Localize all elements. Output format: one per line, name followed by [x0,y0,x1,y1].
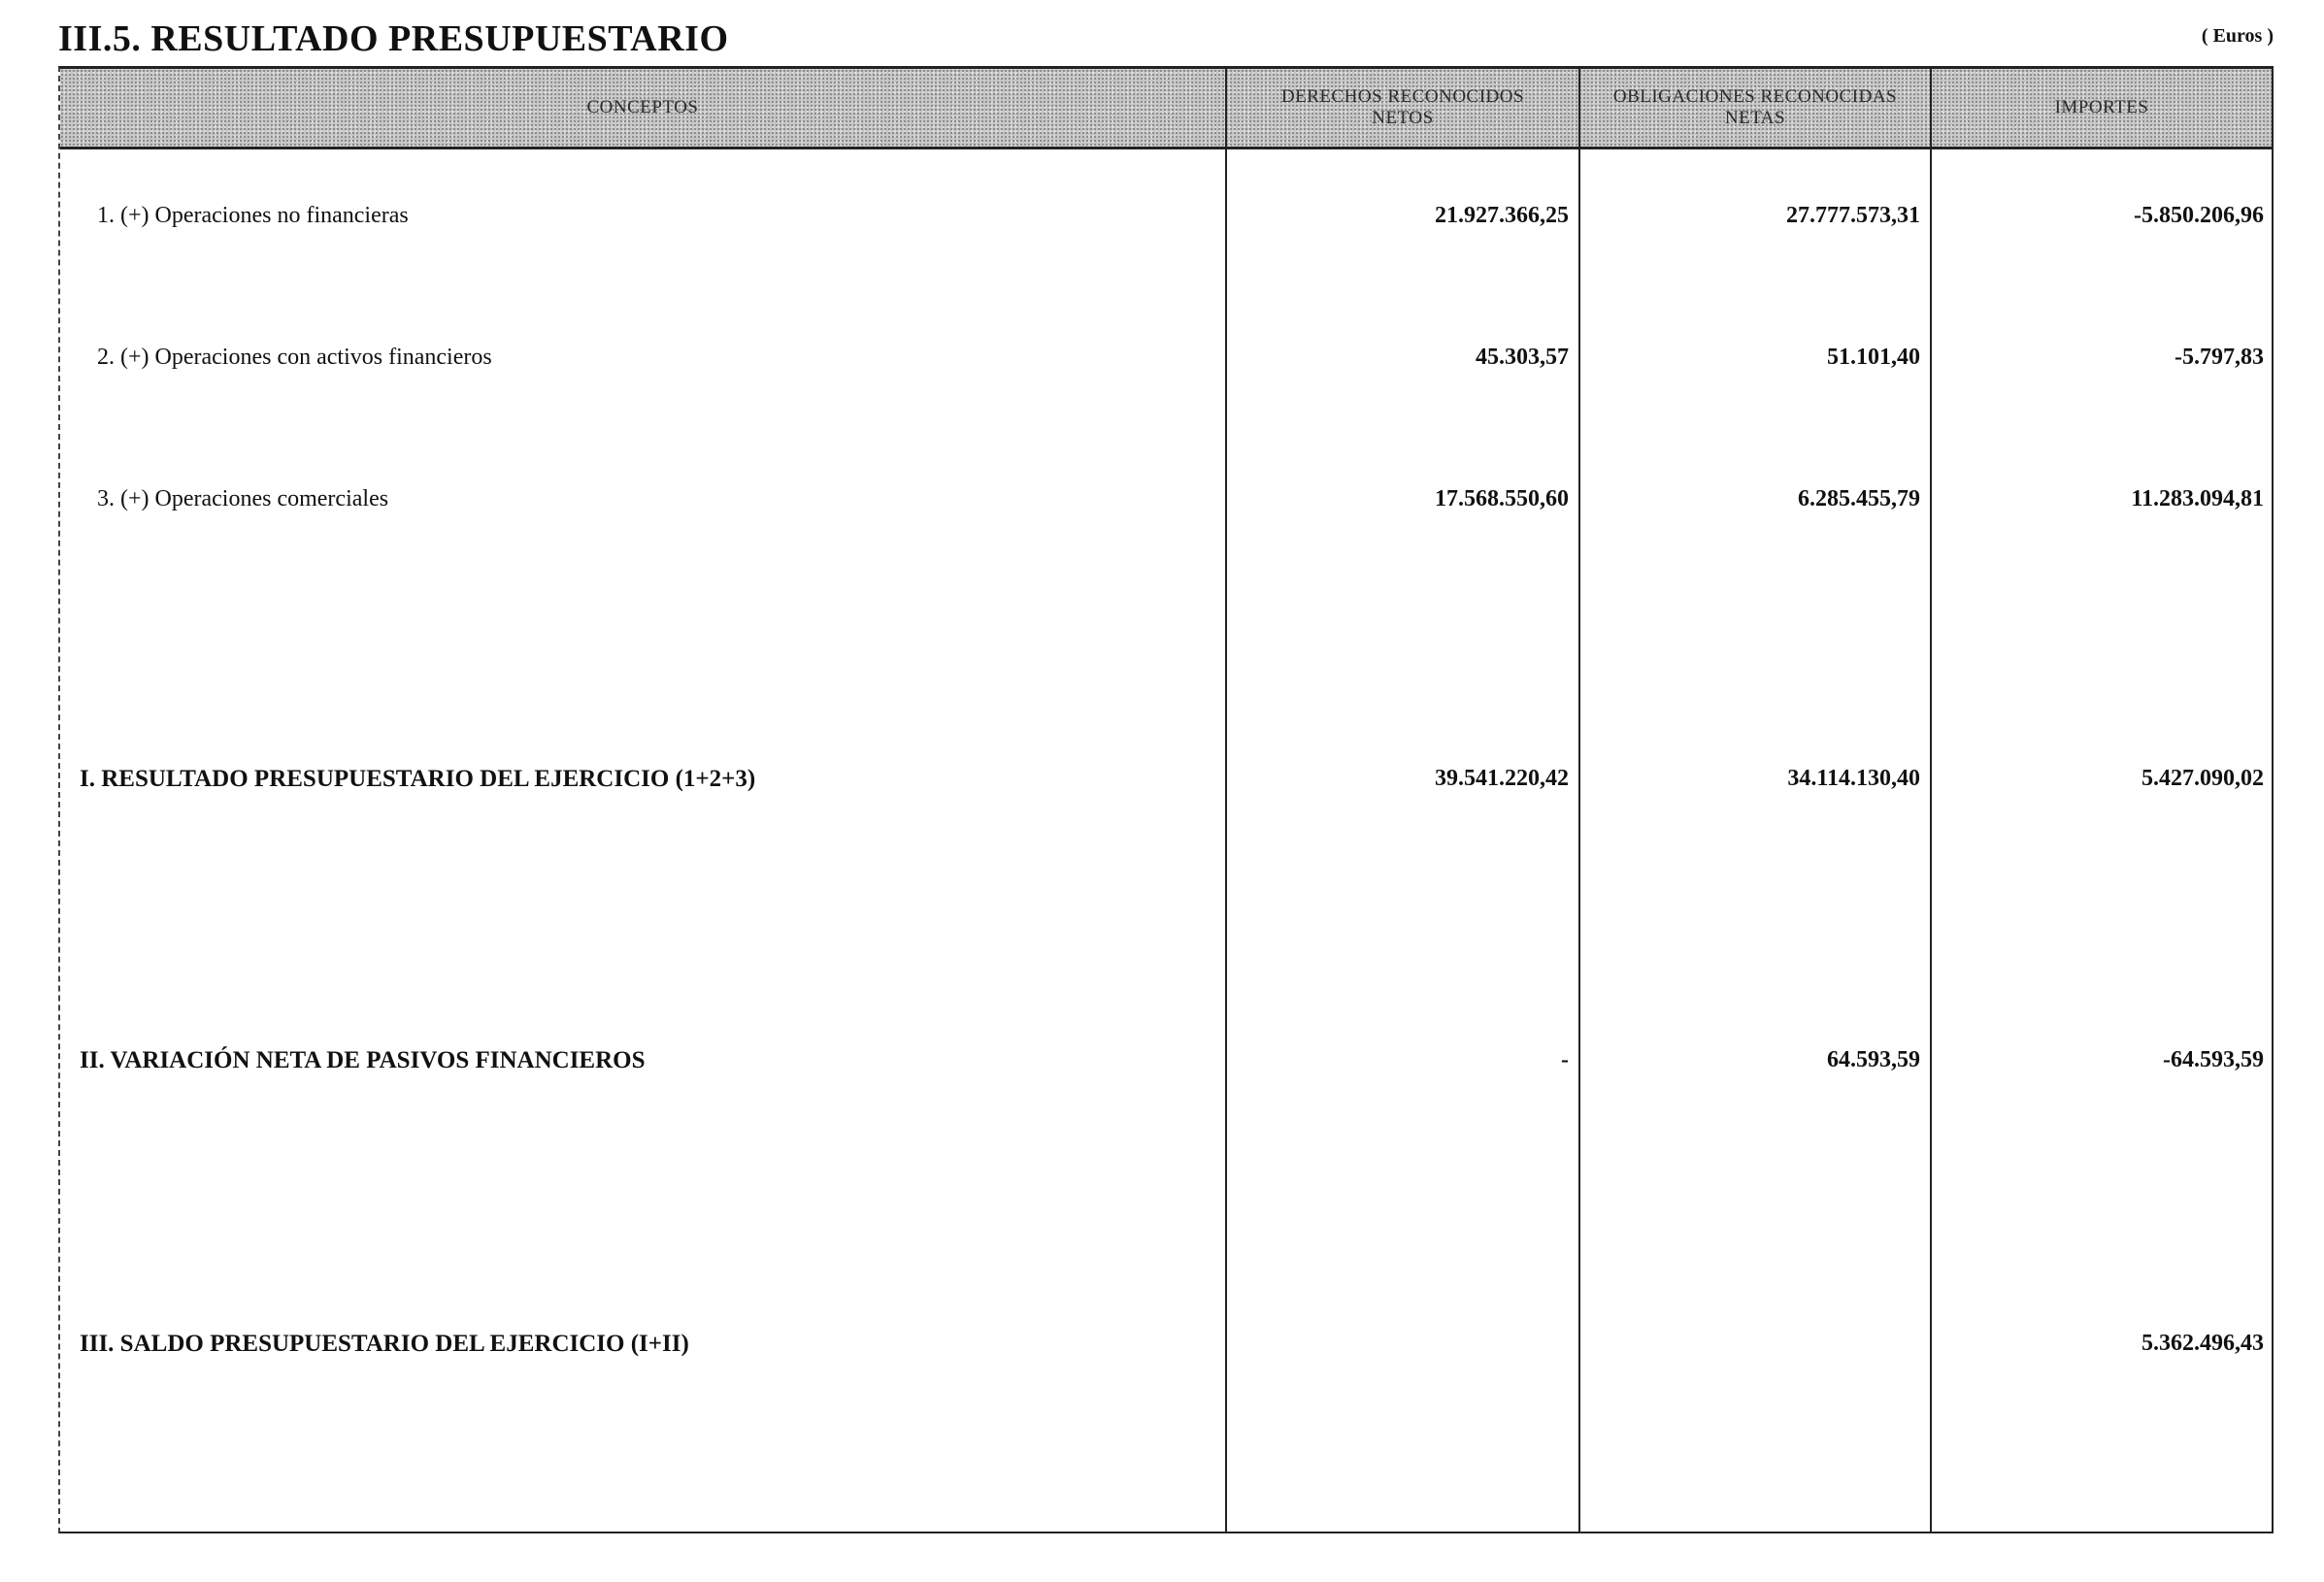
row-importe-value: -5.797,83 [2175,345,2264,370]
row-obligaciones-value: 34.114.130,40 [1787,766,1920,791]
row-importe-value: -5.850.206,96 [2134,203,2264,228]
row-importe-value: -64.593,59 [2163,1047,2264,1072]
row-obligaciones-value: 27.777.573,31 [1786,203,1920,228]
row-obligaciones-value: 51.101,40 [1827,345,1920,370]
header-conceptos [60,69,1225,147]
row-derechos-value: 45.303,57 [1476,345,1569,370]
row-obligaciones-value: 6.285.455,79 [1798,486,1920,511]
column-divider [1225,69,1227,1532]
row-concept-resultado-presupuestario: I. RESULTADO PRESUPUESTARIO DEL EJERCICIO (1+2+3) [80,766,756,792]
header-derechos-line2: NETOS [1372,108,1434,128]
row-derechos-value: 21.927.366,25 [1435,203,1569,228]
row-derechos-value: - [1561,1047,1569,1072]
column-divider [1930,69,1932,1532]
header-obligaciones-line2: NETAS [1724,108,1786,128]
budget-result-table [58,66,2274,1533]
header-derechos [1227,69,1578,147]
row-concept-operaciones-comerciales: 3. (+) Operaciones comerciales [97,486,389,511]
units-label: ( Euros ) [2201,25,2274,47]
document-title: III.5. RESULTADO PRESUPUESTARIO [58,18,729,59]
header-obligaciones [1580,69,1930,147]
column-divider [1578,69,1580,1532]
row-importe-value: 5.362.496,43 [2141,1331,2264,1356]
header-importes-label: IMPORTES [2054,97,2149,117]
row-concept-activos-financieros: 2. (+) Operaciones con activos financieros [97,345,492,370]
header-importes [1932,69,2272,147]
row-derechos-value: 39.541.220,42 [1435,766,1569,791]
header-conceptos-label: CONCEPTOS [586,97,699,117]
row-concept-operaciones-no-financieras: 1. (+) Operaciones no financieras [97,203,409,228]
row-obligaciones-value: 64.593,59 [1827,1047,1920,1072]
row-importe-value: 11.283.094,81 [2131,486,2264,511]
header-obligaciones-line1: OBLIGACIONES RECONOCIDAS [1612,86,1898,107]
row-derechos-value: 17.568.550,60 [1435,486,1569,511]
row-importe-value: 5.427.090,02 [2141,766,2264,791]
row-concept-saldo-presupuestario: III. SALDO PRESUPUESTARIO DEL EJERCICIO (I+II) [80,1331,689,1357]
header-derechos-line1: DERECHOS RECONOCIDOS [1280,86,1525,107]
row-concept-variacion-pasivos: II. VARIACIÓN NETA DE PASIVOS FINANCIEROS [80,1047,646,1073]
